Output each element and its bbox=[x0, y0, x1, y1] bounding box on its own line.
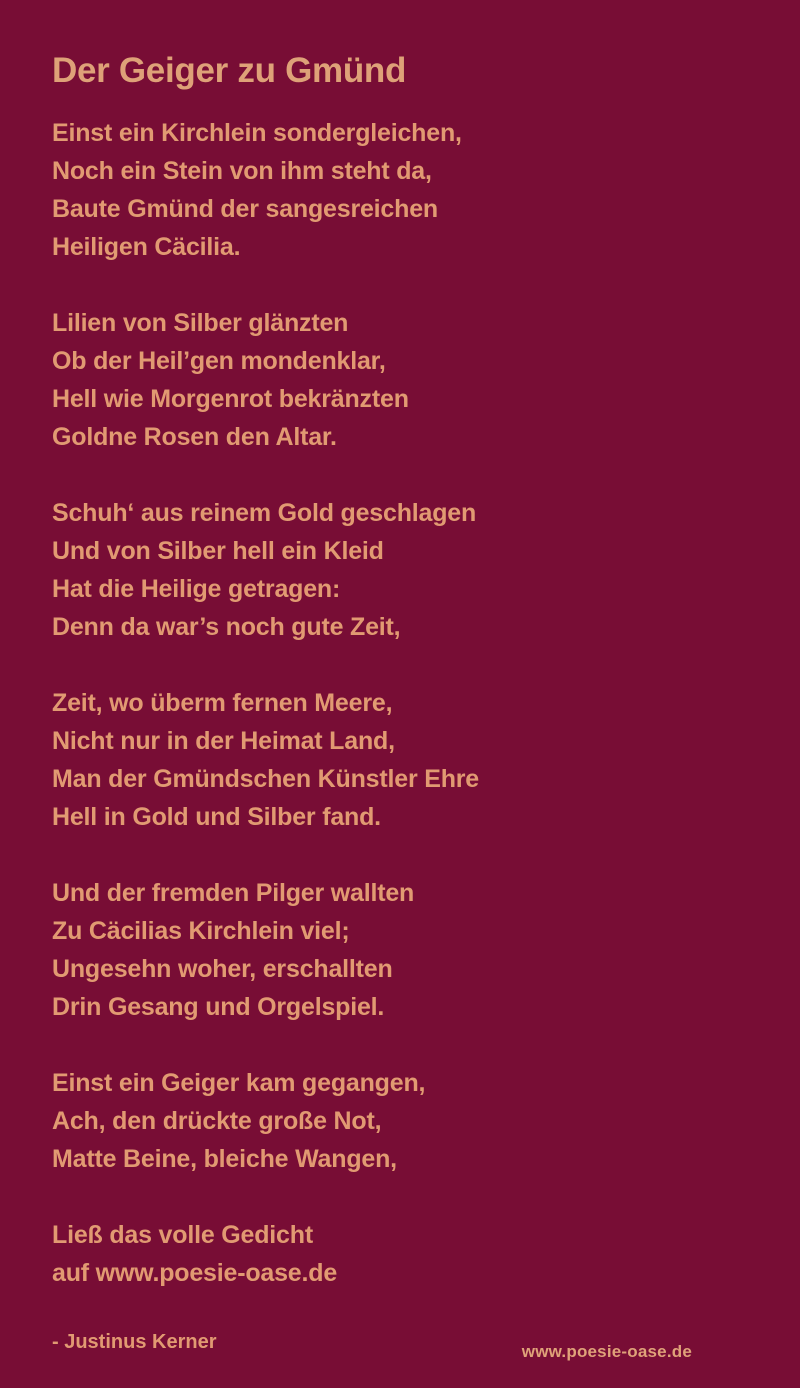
poem-container bbox=[52, 50, 748, 1354]
poem-line: Baute Gmünd der sangesreichen bbox=[52, 195, 438, 223]
poem-line: Lilien von Silber glänzten bbox=[52, 309, 349, 337]
poem-line: auf www.poesie-oase.de bbox=[52, 1259, 338, 1287]
poem-line: Zeit, wo überm fernen Meere, bbox=[52, 689, 393, 717]
poem-line: Goldne Rosen den Altar. bbox=[52, 423, 337, 451]
poem-line: Ach, den drückte große Not, bbox=[52, 1107, 382, 1135]
poem-stanza bbox=[52, 114, 748, 266]
poem-body bbox=[52, 114, 748, 1292]
poem-line: Zu Cäcilias Kirchlein viel; bbox=[52, 917, 350, 945]
poem-line: Und der fremden Pilger wallten bbox=[52, 879, 415, 907]
poem-attribution: - Justinus Kerner bbox=[52, 1331, 217, 1353]
poem-line: Hat die Heilige getragen: bbox=[52, 575, 341, 603]
poem-stanza bbox=[52, 1216, 748, 1292]
poem-line: Ungesehn woher, erschallten bbox=[52, 955, 393, 983]
poem-stanza bbox=[52, 494, 748, 646]
poem-stanza bbox=[52, 874, 748, 1026]
poem-line: Einst ein Geiger kam gegangen, bbox=[52, 1069, 426, 1097]
website-footer-label: www.poesie-oase.de bbox=[521, 1342, 692, 1361]
poem-line: Matte Beine, bleiche Wangen, bbox=[52, 1145, 397, 1173]
poem-line: Man der Gmündschen Künstler Ehre bbox=[52, 765, 480, 793]
poem-stanza bbox=[52, 1064, 748, 1178]
poem-line: Ließ das volle Gedicht bbox=[52, 1221, 313, 1249]
poem-line: Hell in Gold und Silber fand. bbox=[52, 803, 381, 831]
poem-line: Denn da war’s noch gute Zeit, bbox=[52, 613, 401, 641]
poem-line: Einst ein Kirchlein sondergleichen, bbox=[52, 119, 462, 147]
poem-line: Ob der Heil’gen mondenklar, bbox=[52, 347, 386, 375]
poem-line: Schuh‘ aus reinem Gold geschlagen bbox=[52, 499, 477, 527]
poem-stanza bbox=[52, 684, 748, 836]
poem-title: Der Geiger zu Gmünd bbox=[52, 51, 407, 90]
poem-line: Nicht nur in der Heimat Land, bbox=[52, 727, 395, 755]
poem-line: Noch ein Stein von ihm steht da, bbox=[52, 157, 432, 185]
poem-line: Drin Gesang und Orgelspiel. bbox=[52, 993, 385, 1021]
poem-stanza bbox=[52, 304, 748, 456]
poem-line: Und von Silber hell ein Kleid bbox=[52, 537, 384, 565]
poem-line: Hell wie Morgenrot bekränzten bbox=[52, 385, 409, 413]
poem-line: Heiligen Cäcilia. bbox=[52, 233, 241, 261]
